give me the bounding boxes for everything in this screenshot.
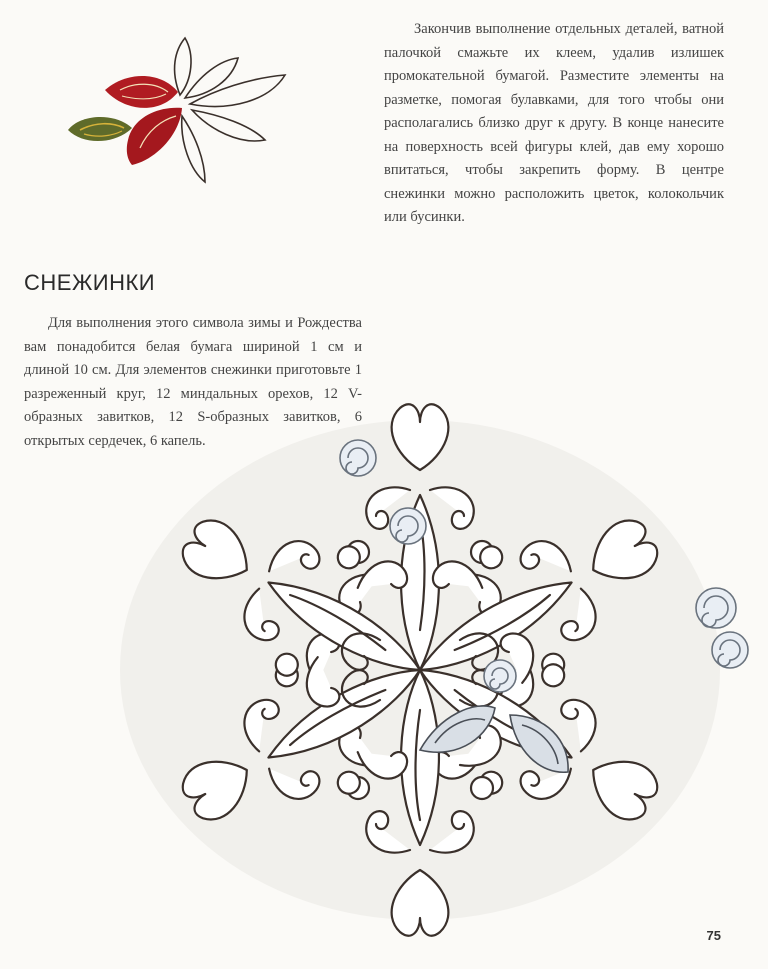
snowflake-illustration [90, 320, 768, 940]
intro-paragraph: Закончив выполнение отдельных деталей, ватной палочкой смажьте их клеем, удалив излишек промокательной бумагой. Разместите элементы на разметке, помогая булавками, для того чтобы они располагались близко друг к другу. В конце нанесите на поверхность всей фигуры клей, дав ему хорошо впитаться, чтобы закрепить форму. В центре снежинки можно расположить цветок, колокольчик или бусинки. [384, 21, 724, 225]
red-leaf-icon [127, 108, 182, 165]
section-title: СНЕЖИНКИ [24, 270, 156, 295]
section-paragraph: Для выполнения этого символа зимы и Рождества вам понадобится белая бумага шириной 1 см и длиной 10 см. Для элементов снежинки приготовьте 1 разреженный круг, 12 миндальных орехов, 12 V-образных завитков, 12 S-образных завитков, 6 открытых сердечек, 6 капель. [24, 315, 362, 449]
leaf-quilling-illustration [50, 30, 310, 200]
green-leaf-icon [68, 117, 132, 141]
red-leaf-icon [105, 76, 178, 108]
page-number: 75 [706, 928, 721, 943]
